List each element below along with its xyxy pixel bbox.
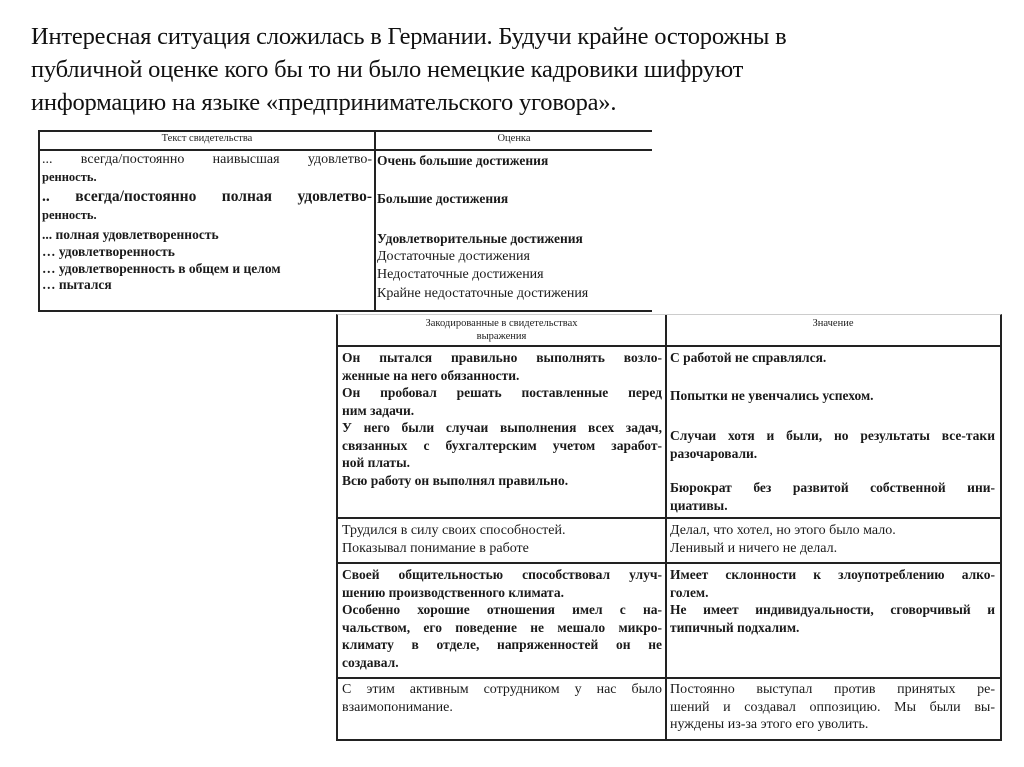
text-line: создавал. [342, 654, 399, 670]
column-header-testimonial-text: Текст свидетельства [161, 133, 253, 144]
testimonial-line: … пытался [42, 277, 112, 293]
text-line: У него были случаи выполнения всех задач, [342, 420, 662, 435]
text-line: Он пробовал решать поставленные перед [342, 385, 662, 400]
grade-line: Достаточные достижения [377, 249, 530, 264]
text-line: шений и создавал оппозицию. Мы были вы- [670, 699, 995, 715]
slide-heading [31, 20, 787, 119]
text-line: ной платы. [342, 455, 410, 470]
text-line: типичный подхалим. [670, 619, 800, 635]
text-line: Случаи хотя и были, но результаты все-таки [670, 428, 995, 443]
grade-line: Большие достижения [377, 191, 509, 206]
table-row-4-meaning [670, 681, 995, 734]
text-line: Ленивый и ничего не делал. [670, 540, 838, 556]
header-line: Закодированные в свидетельствах [425, 318, 578, 329]
heading-line: публичной оценке кого бы то ни было немецкие кадровики шифруют [31, 56, 744, 83]
text-line: Трудился в силу своих способностей. [342, 523, 566, 538]
text-line: Делал, что хотел, но этого было мало. [670, 523, 896, 538]
grade-line: Крайне недостаточные достижения [377, 286, 589, 301]
testimonial-line: ренность. [42, 169, 97, 184]
table-row-2-phrase [342, 522, 662, 557]
text-line: С этим активным сотрудником у нас было [342, 682, 662, 697]
header-line: выражения [476, 331, 527, 342]
table-row-1-phrase [342, 349, 662, 489]
testimonial-text-column [42, 152, 372, 294]
text-line: чальством, его поведение не мешало микро- [342, 619, 662, 635]
text-line: голем. [670, 584, 709, 600]
column-divider [374, 132, 376, 310]
testimonial-line: ренность. [42, 208, 97, 223]
text-line: циативы. [670, 497, 728, 513]
text-line: Постоянно выступал против принятых ре- [670, 682, 995, 697]
grade-line: Очень большие достижения [377, 153, 549, 168]
column-header-coded-phrases [338, 317, 665, 343]
text-line: Бюрократ без развитой собственной ини- [670, 480, 995, 495]
table-border [38, 132, 40, 310]
column-header-meaning: Значение [812, 318, 854, 329]
testimonial-line: … удовлетворенность в общем и целом [42, 260, 281, 276]
phrase [342, 419, 662, 472]
grade-line: Удовлетворительные достижения [377, 231, 583, 246]
testimonial-line: ... всегда/постоянно наивысшая удовлетво- [42, 152, 372, 167]
heading-line: Интересная ситуация сложилась в Германии. Будучи крайне осторожны в [31, 23, 787, 50]
testimonial-grading-table [38, 130, 652, 312]
text-line: Особенно хорошие отношения имел с на- [342, 602, 662, 617]
text-line: ним задачи. [342, 402, 415, 418]
phrase [342, 472, 662, 490]
table-row-3-phrase [342, 566, 662, 671]
text-line: шению производственного климата. [342, 584, 564, 600]
grade-line: Недостаточные достижения [377, 267, 544, 282]
table-row-3-meaning [670, 566, 995, 636]
column-header-grade: Оценка [497, 133, 531, 144]
header-divider [38, 149, 652, 151]
text-line: С работой не справлялся. [670, 350, 827, 365]
row-divider [338, 562, 1000, 564]
row-divider [338, 677, 1000, 679]
table-row-2-meaning [670, 522, 995, 557]
text-line: Имеет склонности к злоупотреблению алко- [670, 567, 995, 582]
column-divider [665, 315, 667, 739]
text-line: Своей общительностью способствовал улуч- [342, 567, 662, 582]
text-line: Не имеет индивидуальности, сговорчивый и [670, 602, 995, 617]
text-line: взаимопонимание. [342, 699, 453, 715]
table-row-4-phrase [342, 681, 662, 716]
coded-phrases-table [336, 314, 1002, 741]
text-line: разочаровали. [670, 445, 758, 461]
header-divider [338, 345, 1000, 347]
heading-line: информацию на языке «предпринимательского уговора». [31, 89, 617, 116]
text-line: климату в отделе, напряженностей он не [342, 637, 662, 652]
text-line: Он пытался правильно выполнять возло- [342, 350, 662, 365]
phrase [342, 384, 662, 419]
testimonial-line: ... полная удовлетворенность [42, 227, 219, 243]
testimonial-line: … удовлетворенность [42, 243, 175, 259]
text-line: нуждены из-за этого его уволить. [670, 717, 869, 732]
text-line: Показывал понимание в работе [342, 540, 529, 556]
testimonial-line: .. всегда/постоянно полная удовлетво- [42, 188, 372, 206]
row-divider [338, 517, 1000, 519]
text-line: Всю работу он выполнял правильно. [342, 472, 569, 488]
phrase [342, 349, 662, 384]
text-line: Попытки не увенчались успехом. [670, 388, 874, 403]
text-line: женные на него обязанности. [342, 367, 520, 383]
text-line: связанных с бухгалтерским учетом заработ- [342, 437, 662, 453]
